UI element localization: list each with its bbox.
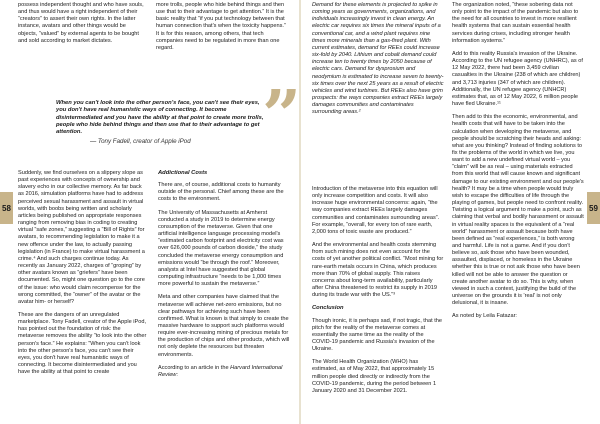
pull-quote-attribution: — Tony Fadell, creator of Apple iPod (90, 138, 191, 145)
quote-mark-icon: ” (262, 76, 302, 156)
paragraph: There are, of course, additional costs to humanity outside of the personal. Chief among these are the costs to the environment. (158, 182, 284, 203)
right-page-number-tab (587, 192, 600, 224)
paragraph: Demand for these elements is projected to spike in coming years as governments, organizations, and individuals increasingly invest in clean energy. An electric car requires six times the mineral inputs of a conventional car, and a wind plant requires nine times more minerals than a gas-fired plant. With current estimates, demand for REEs could increase six-fold by 2040. Lithium and cobalt demand could increase ten to twenty times by 2050 because of electric cars. Demand for dysprosium and neodymium is estimated to increase seven to twenty-six times over the next 25 years as a result of electric vehicles and wind turbines. But REEs also have grim prospects: the ways companies extract REEs largely damages communities and contaminates surrounding areas.² (312, 2, 444, 116)
paragraph: Introduction of the metaverse into this equation will only increase competition and costs. It will also increase huge environmental concerns: again, “the way companies extract REEs largely damages communities and contaminates surrounding areas”. For example, “overall, for every ton of rare earth, 2,000 tons of toxic waste are produced.” (312, 186, 440, 235)
right-column-2 (452, 2, 584, 422)
paragraph: Meta and other companies have claimed that the metaverse will achieve net-zero emissions, but no clear pathways for achieving such have been confirmed. What is known is that simply to create the massive hardware to support such platforms would require ever-increasing mining of precious metals for the production of chips and other products, which will not only deplete the resources but threaten environments. (158, 294, 290, 358)
paragraph: The University of Massachusetts at Amherst conducted a study in 2019 to determine energy consumption of the metaverse. Given that one artificial intelligence language processing model's “estimated carbon footprint and electricity cost was over 626,000 pounds of carbon dioxide,” the study concluded the metaverse energy consumption and emissions would “be through the roof.” Moreover, analysts at Intel have suggested that global computing infrastructure “needs to be 1,000 times more powerful to sustain the metaverse.” (158, 209, 284, 288)
left-column-1-top (18, 2, 146, 92)
paragraph: Though ironic, it is perhaps sad, if not tragic, that the pitch for the reality of the metaverse comes at essentially the same time as the reality of the COVID-19 pandemic and Russia's invasion of the Ukraine. (312, 317, 442, 353)
paragraph: As noted by Leila Fatazar: (452, 313, 517, 320)
paragraph: Suddenly, we find ourselves on a slippery slope as past experiences with concepts of ownership and slavery echo in our collective memory. As far back as 2016, simulation platforms have had to address perceived sexual harassment and assault in virtual worlds, with boobs being written and scholarly articles being published on appropriate responses ranging from removing bias in coding to creating virtual “safe zones,” suggesting a “Bill of Rights” for avatars, to recommending legislation to make it a new offence under the law, to actually passing legislation (in France) to make virtual harassment a crime.⁴ And such charges continue today. As recently as January 2022, charges of “groping” by other avatars known as “griefers” have been documented. So, might one question go to the core of the issue: who would claim recompense for the wrong committed, the “owner” of the avatar or the avatar him- or herself? (18, 170, 145, 305)
left-column-2-body (158, 170, 290, 422)
left-column-1-body (18, 170, 148, 422)
right-column-1-body (312, 186, 444, 422)
section-heading: Addictional Costs (158, 170, 208, 176)
left-page-number-tab (0, 192, 13, 224)
paragraph: The World Health Organization (WHO) has estimated, as of May 2022, that approximately 15 million people died directly or indirectly from the COVID-19 pandemic, during the period between 1 January 2020 and 31 December 2021. (312, 359, 437, 394)
paragraph: And the environmental and health costs stemming from such mining does not even account for the costs of yet another political conflict. “Most mining for rare-earth metals occurs in China, which produces more than 70% of global supply. This raises concerns about long-term availability, particularly after China threatened to restrict its supply in 2019 during its trade war with the US.”³ (312, 242, 444, 299)
paragraph: possess independent thought and who have souls, and thus would have a right independent of their “creators” to assert their own rights. In the latter instance, avatars and other things would be objects, “valued” by external agents to be bought and sold according to market dictates. (18, 2, 144, 44)
source-line: According to an article in the Harvard International Review: (158, 364, 283, 378)
paragraph: The organization noted, “these sobering data not only point to the impact of the pandemic but also to the need for all countries to invest in more resilient health systems that can sustain essential health services during crises, including stronger health information systems.” (452, 2, 579, 44)
paragraph: These are the dangers of an unregulated marketplace. Tony Fadell, creator of the Apple iPod, has pointed out the foundation of risk: the metaverse removes the ability “to look into the other person's face.” He explains: “When you can't look into the other person's face, you can't see their eyes, you don't have real humanistic ways of connecting. It become disintermediated and you have the ability at that point to create (18, 311, 147, 376)
paragraph: more trolls, people who hide behind things and then use that to their advantage to get attention.” It is the basic reality that “if you put technology between that human connection that's when the toxicity happens.” It is for this reason, among others, that tech companies need to be regulated in more than one regard. (156, 2, 286, 51)
section-heading: Conclusion (312, 305, 344, 312)
source-title: Harvard International Review (158, 364, 283, 378)
right-page-number: 59 (589, 203, 598, 213)
left-page-number: 58 (2, 203, 11, 213)
page-gutter (299, 0, 301, 424)
right-column-1-quote-block (312, 2, 444, 182)
pull-quote: When you can't look into the other person's face, you can't see their eyes, you don't have real humanistic ways of connecting. It become disintermediated and you have the ability at that point to create more trolls, people who hide behind things and then use that to their advantage to get attention. (56, 100, 264, 136)
paragraph: Then add to this the economic, environmental, and health costs that will have to be taken into the calculation when developing the metaverse, and people should be scratching their heads and asking: what are you thinking? Instead of finding solutions to fix the problems of the world in which we live, you want to add a new undefined virtual world – you “claim” will be as real – using materials extracted from this world that will cause known and significant damage to our existing environment and our people's health? It may be a time when people would truly wish to escape the difficulties of life through the playing of games, but people need to confront reality. Twisting a logical argument to make a point, such as claiming that verbal and bodily harassment or assault in virtual reality spaces is the equivalent of a “real world” harassment or assault because both have been defined as “real experiences,” is both wrong and harmful. Life is not a game. And if you don't believe so, ask those who have been wounded, assaulted, displaced, or homeless in the Ukraine whether this is true or not ask those who have been killed will not be able to answer the question or create another avatar to do so. This is why, when viewed in such a context, justifying the build of the universe on the grounds it is 'real' is not only delusional, it is insane. (452, 114, 584, 307)
paragraph: Add to this reality Russia's invasion of the Ukraine. According to the UN refugee agency (UNHRC), as of 12 May 2022, there had been 3,459 civilian casualties in the Ukraine (238 of which are children) and 3,713 injuries (347 of which are children). Additionally, the UN refugee agency (UNHCR) estimates that, as of 12 May 2022, 6 million people have fled Ukraine.¹¹ (452, 50, 583, 108)
